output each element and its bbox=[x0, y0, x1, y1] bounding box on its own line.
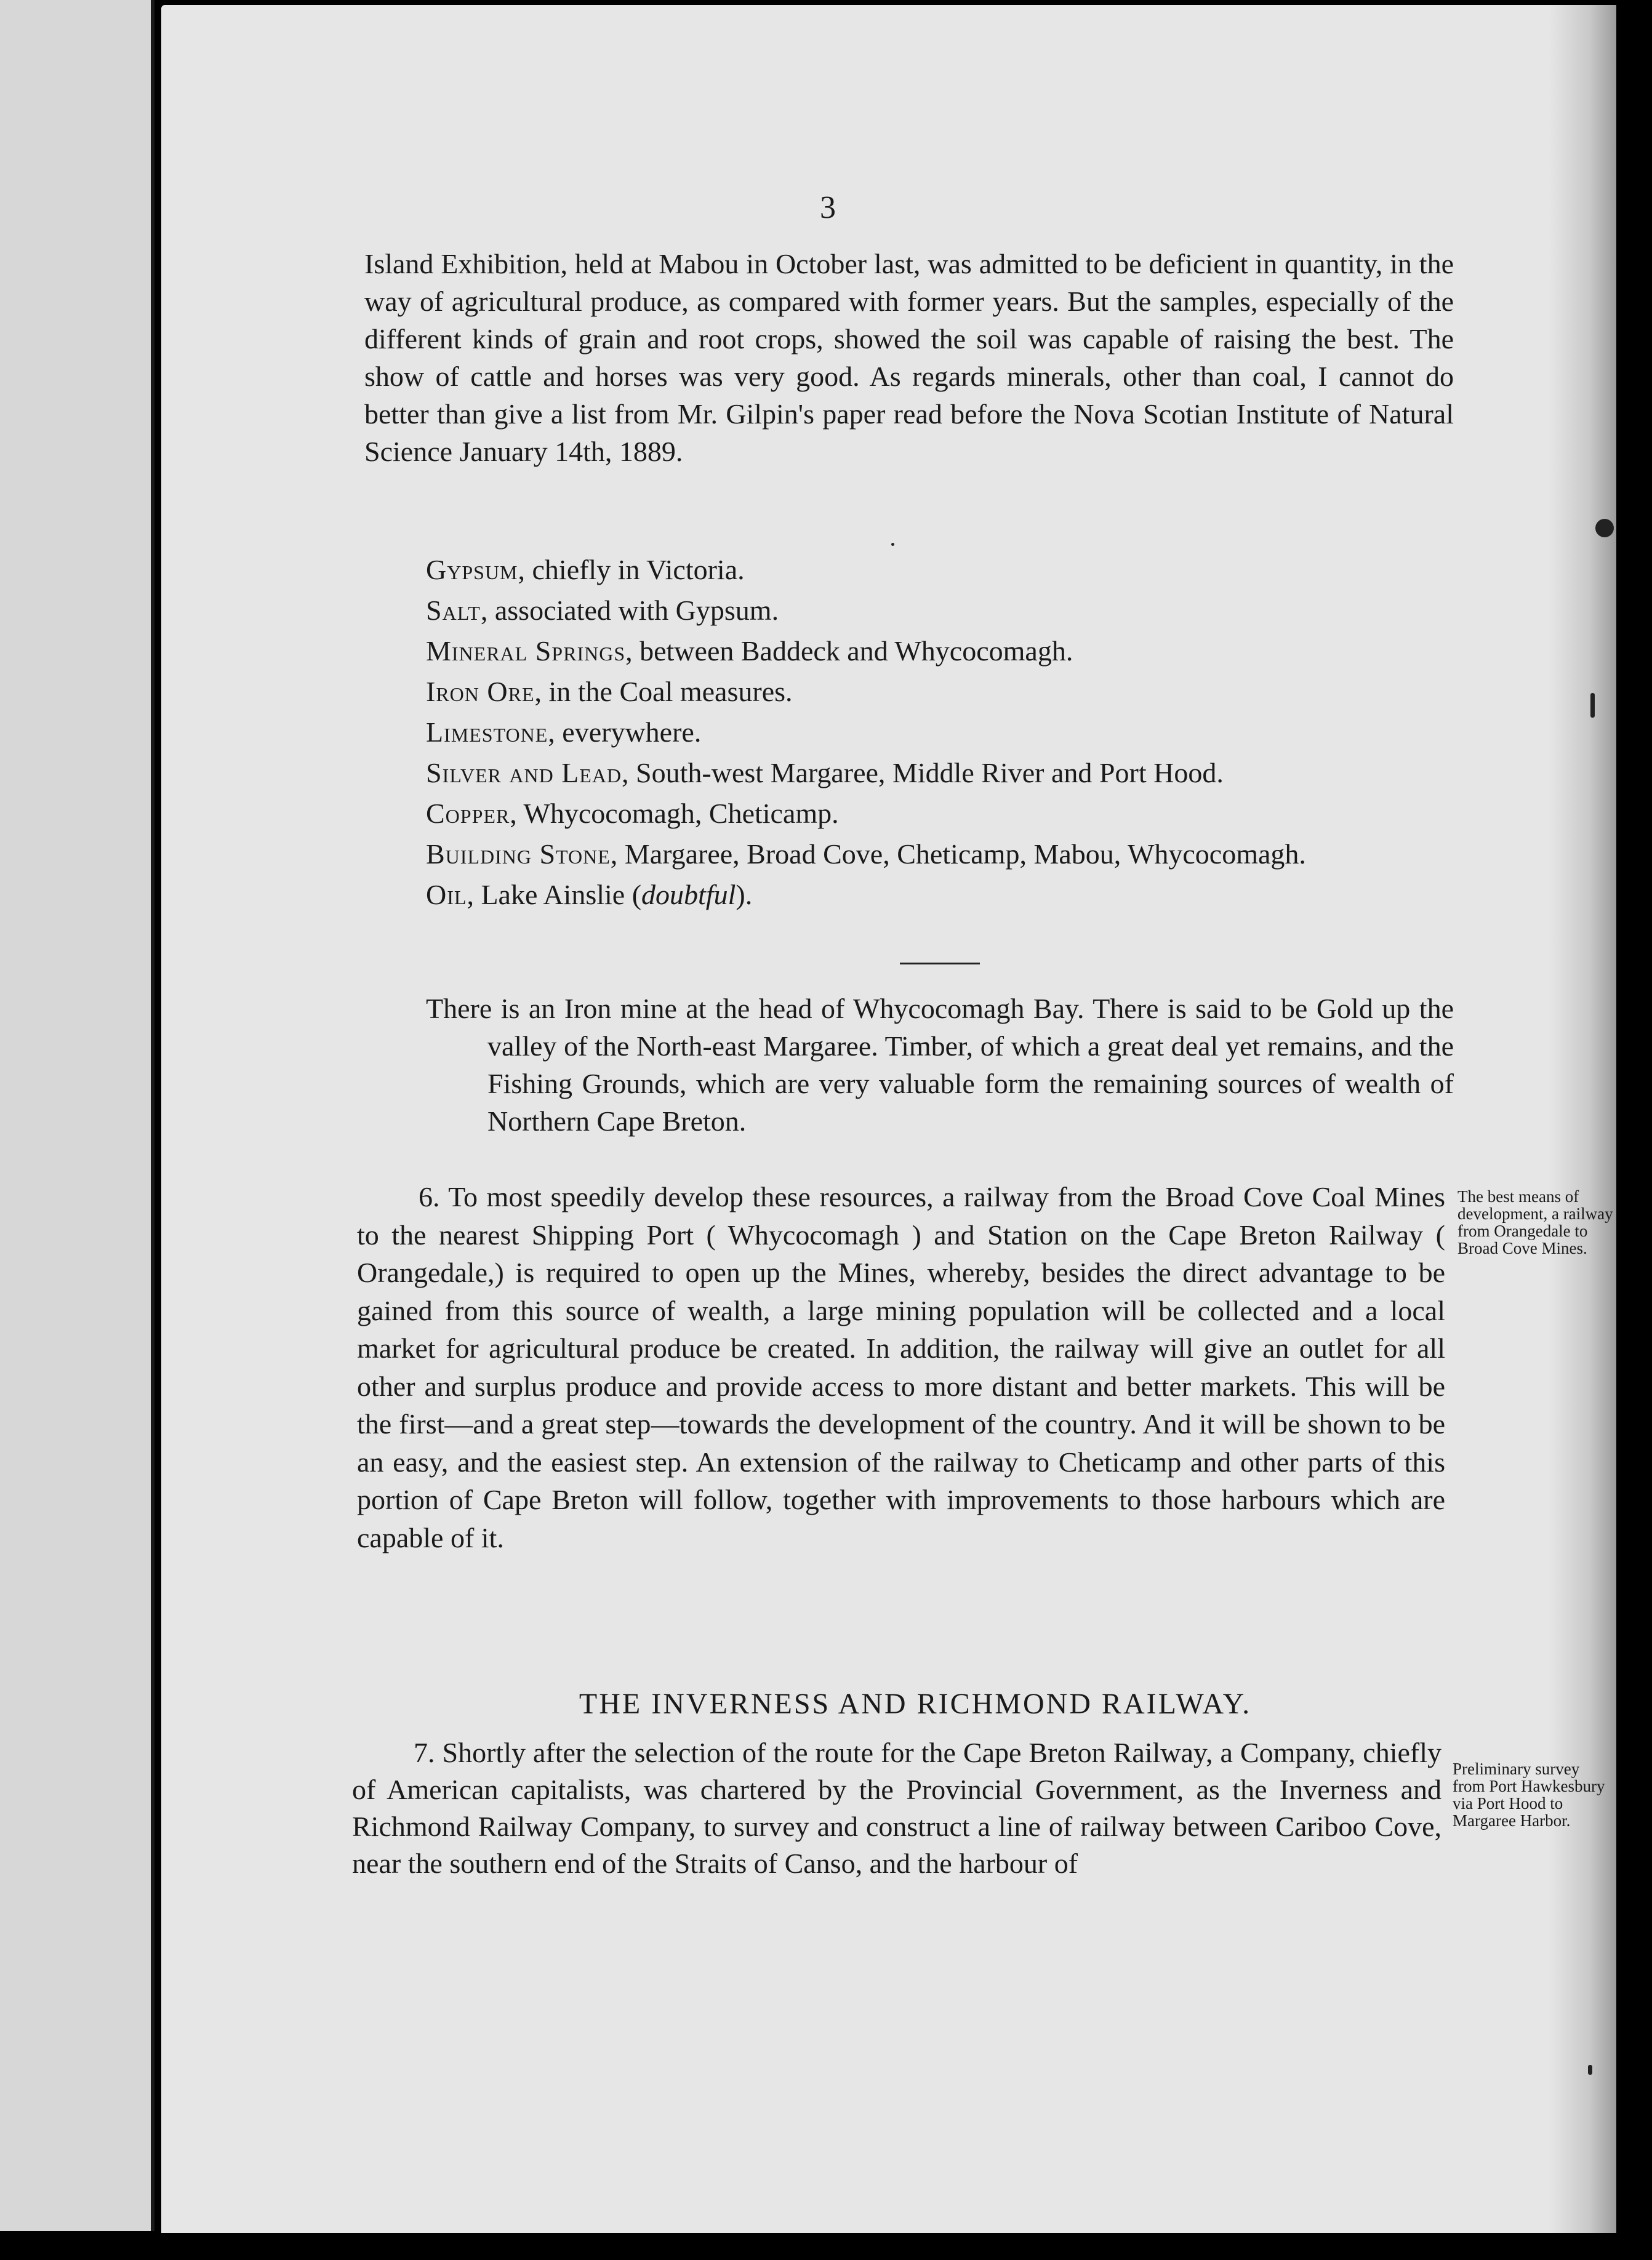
minerals-list bbox=[426, 553, 1454, 918]
mineral-name: Salt bbox=[426, 595, 481, 626]
mineral-item bbox=[426, 756, 1454, 790]
mineral-name: Silver and Lead bbox=[426, 757, 622, 788]
mineral-name: Oil bbox=[426, 879, 467, 910]
mineral-location: , between Baddeck and Whycocomagh. bbox=[625, 635, 1073, 667]
mineral-item bbox=[426, 837, 1454, 872]
mineral-item bbox=[426, 878, 1454, 912]
mineral-item bbox=[426, 796, 1454, 831]
mineral-qualifier: doubtful bbox=[641, 879, 736, 910]
mineral-location: , Lake Ainslie ( bbox=[467, 879, 642, 910]
mineral-name: Mineral Springs bbox=[426, 635, 626, 667]
mineral-location: , chiefly in Victoria. bbox=[518, 554, 745, 585]
iron-mine-paragraph: There is an Iron mine at the head of Whycocomagh Bay. There is said to be Gold up the valley of the North-east Margaree. Timber, of which a great deal yet remains, and the Fishing Grounds, which are very valuable form the remaining sources of wealth of Northern Cape Breton. bbox=[426, 993, 1454, 1137]
book-page bbox=[161, 5, 1616, 2233]
page-edge-shadow bbox=[1549, 5, 1616, 2233]
ink-speck bbox=[1595, 519, 1614, 537]
ink-speck bbox=[891, 543, 894, 546]
paragraph-7: 7. Shortly after the selection of the route for the Cape Breton Railway, a Company, chiefly of American capitalists, was chartered by the Provincial Government, as the Inverness and Richmond Railway Company, to survey and construct a line of railway between Cariboo Cove, near the southern end of the Straits of Canso, and the harbour of bbox=[352, 1737, 1441, 1879]
mineral-item bbox=[426, 553, 1454, 587]
mineral-location: , associated with Gypsum. bbox=[480, 595, 779, 626]
mineral-location: , South-west Margaree, Middle River and Port Hood. bbox=[622, 757, 1224, 788]
mineral-item bbox=[426, 715, 1454, 750]
paragraph-6: 6. To most speedily develop these resources, a railway from the Broad Cove Coal Mines to the nearest Shipping Port ( Whycocomagh ) and Station on the Cape Breton Railway ( Orangedale,) is required to open up the Mines, whereby, besides the direct advantage to be gained from this source of wealth, a large mining population will be collected and a local market for agricultural produce be created. In addition, the railway will give an outlet for all other and surplus produce and provide access to more distant and better markets. This will be the first—and a great step—towards the development of the country. And it will be shown to be an easy, and the easiest step. An extension of the railway to Cheticamp and other parts of this portion of Cape Breton will follow, together with improvements to those harbours which are capable of it. bbox=[357, 1181, 1445, 1553]
ink-speck bbox=[1590, 693, 1595, 718]
section-divider bbox=[900, 963, 980, 964]
mineral-location: , in the Coal measures. bbox=[534, 676, 793, 707]
mineral-location: , Whycocomagh, Cheticamp. bbox=[510, 798, 839, 829]
mineral-name: Building Stone bbox=[426, 838, 611, 870]
previous-page-edge bbox=[0, 0, 154, 2231]
mineral-item bbox=[426, 593, 1454, 628]
section-heading: THE INVERNESS AND RICHMOND RAILWAY. bbox=[579, 1688, 1252, 1720]
opening-paragraph bbox=[364, 245, 1454, 470]
mineral-name: Limestone bbox=[426, 716, 548, 748]
mineral-item bbox=[426, 634, 1454, 668]
mineral-location: , everywhere. bbox=[548, 716, 702, 748]
mineral-name: Gypsum bbox=[426, 554, 518, 585]
margin-note-survey: Preliminary survey from Port Hawkesbury via Port Hood to Margaree Harbor. bbox=[1453, 1760, 1605, 1830]
mineral-closing: ). bbox=[736, 879, 753, 910]
ink-speck bbox=[1588, 2065, 1592, 2075]
mineral-name: Copper bbox=[426, 798, 510, 829]
margin-note-development: The best means of development, a railway from Orangedale to Broad Cove Mines. bbox=[1458, 1187, 1613, 1257]
opening-paragraph-text: Island Exhibition, held at Mabou in October last, was admitted to be deficient in quantity, in the way of agricultural produce, as compared with former years. But the samples, especially of the different kinds of grain and root crops, showed the soil was capable of raising the best. The show of cattle and horses was very good. As regards minerals, other than coal, I cannot do better than give a list from Mr. Gilpin's paper read before the Nova Scotian Institute of Natural Science January 14th, 1889. bbox=[364, 248, 1454, 467]
mineral-name: Iron Ore bbox=[426, 676, 535, 707]
mineral-location: , Margaree, Broad Cove, Cheticamp, Mabou, Whycocomagh. bbox=[610, 838, 1306, 870]
mineral-item bbox=[426, 675, 1454, 709]
page-number: 3 bbox=[820, 190, 836, 225]
